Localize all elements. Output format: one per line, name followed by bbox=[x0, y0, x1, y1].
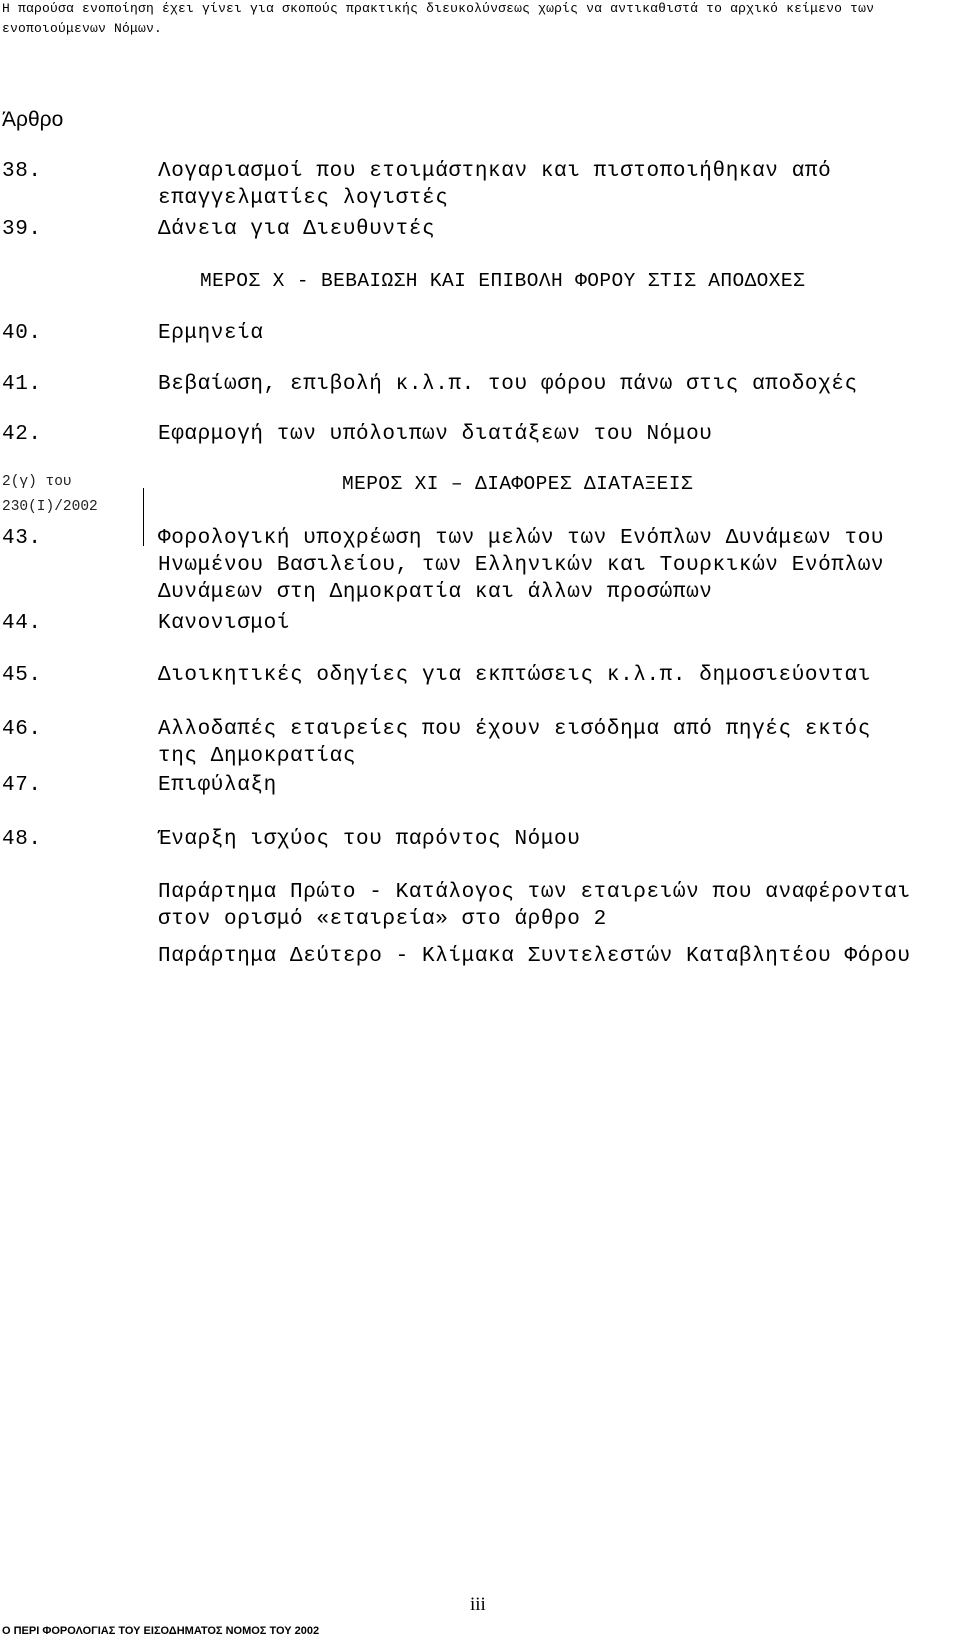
entry-text: Αλλοδαπές εταιρείες που έχουν εισόδημα από πηγές εκτός bbox=[158, 718, 871, 741]
entry-text: Δυνάμεων στη Δημοκρατία και άλλων προσώπων bbox=[158, 581, 713, 604]
entry-number: 41. bbox=[2, 373, 42, 396]
entry-number: 43. bbox=[2, 527, 42, 550]
entry-number: 46. bbox=[2, 718, 42, 741]
entry-number: 39. bbox=[2, 218, 42, 241]
document-footer: Ο ΠΕΡΙ ΦΟΡΟΛΟΓΙΑΣ ΤΟΥ ΕΙΣΟΔΗΜΑΤΟΣ ΝΟΜΟΣ ΤΟΥ 2002 bbox=[2, 1625, 320, 1637]
entry-text: Φορολογική υποχρέωση των μελών των Ενόπλων Δυνάμεων του bbox=[158, 527, 885, 550]
margin-note-line-1: 2(γ) του bbox=[2, 474, 72, 490]
annex-1-line-2: στον ορισμό «εταιρεία» στο άρθρο 2 bbox=[158, 908, 607, 931]
entry-text: Βεβαίωση, επιβολή κ.λ.π. του φόρου πάνω στις αποδοχές bbox=[158, 373, 858, 396]
page-number: iii bbox=[470, 1594, 486, 1615]
entry-text: Ερμηνεία bbox=[158, 322, 264, 345]
part-x-heading: ΜΕΡΟΣ Χ - ΒΕΒΑΙΩΣΗ ΚΑΙ ΕΠΙΒΟΛΗ ΦΟΡΟΥ ΣΤΙΣ ΑΠΟΔΟΧΕΣ bbox=[200, 270, 806, 292]
entry-text: Κανονισμοί bbox=[158, 612, 291, 635]
entry-number: 47. bbox=[2, 774, 42, 797]
part-xi-heading: ΜΕΡΟΣ ΧΙ – ΔΙΑΦΟΡΕΣ ΔΙΑΤΑΞΕΙΣ bbox=[342, 473, 693, 495]
toc-entry-38 bbox=[0, 158, 960, 218]
entry-text: Δάνεια για Διευθυντές bbox=[158, 218, 436, 241]
margin-note-line-2: 230(Ι)/2002 bbox=[2, 499, 98, 515]
entry-text: Λογαριασμοί που ετοιμάστηκαν και πιστοποιήθηκαν από bbox=[158, 160, 832, 183]
entry-number: 48. bbox=[2, 828, 42, 851]
disclaimer-line-1: Η παρούσα ενοποίηση έχει γίνει για σκοπούς πρακτικής διευκολύνσεως χωρίς να αντικαθιστά το αρχικό κείμενο των bbox=[2, 1, 875, 16]
entry-text: Έναρξη ισχύος του παρόντος Νόμου bbox=[158, 828, 581, 851]
toc-entry-46 bbox=[0, 716, 960, 776]
entry-text: Επιφύλαξη bbox=[158, 774, 277, 797]
annex-2: Παράρτημα Δεύτερο - Κλίμακα Συντελεστών Καταβλητέου Φόρου bbox=[158, 945, 911, 968]
entry-number: 42. bbox=[2, 423, 42, 446]
toc-entry-43 bbox=[0, 525, 960, 610]
entry-number: 40. bbox=[2, 322, 42, 345]
entry-text: της Δημοκρατίας bbox=[158, 745, 357, 768]
disclaimer-line-2: ενοποιούμενων Νόμων. bbox=[2, 21, 163, 36]
entry-number: 44. bbox=[2, 612, 42, 635]
entry-number: 38. bbox=[2, 160, 42, 183]
entry-text: επαγγελματίες λογιστές bbox=[158, 187, 449, 210]
entry-text: Εφαρμογή των υπόλοιπων διατάξεων του Νόμου bbox=[158, 423, 713, 446]
entry-number: 45. bbox=[2, 664, 42, 687]
section-label: Άρθρο bbox=[2, 108, 64, 131]
annex-1-line-1: Παράρτημα Πρώτο - Κατάλογος των εταιρειών που αναφέρονται bbox=[158, 881, 911, 904]
entry-text: Ηνωμένου Βασιλείου, των Ελληνικών και Τουρκικών Ενόπλων bbox=[158, 554, 885, 577]
entry-text: Διοικητικές οδηγίες για εκπτώσεις κ.λ.π. δημοσιεύονται bbox=[158, 664, 871, 687]
